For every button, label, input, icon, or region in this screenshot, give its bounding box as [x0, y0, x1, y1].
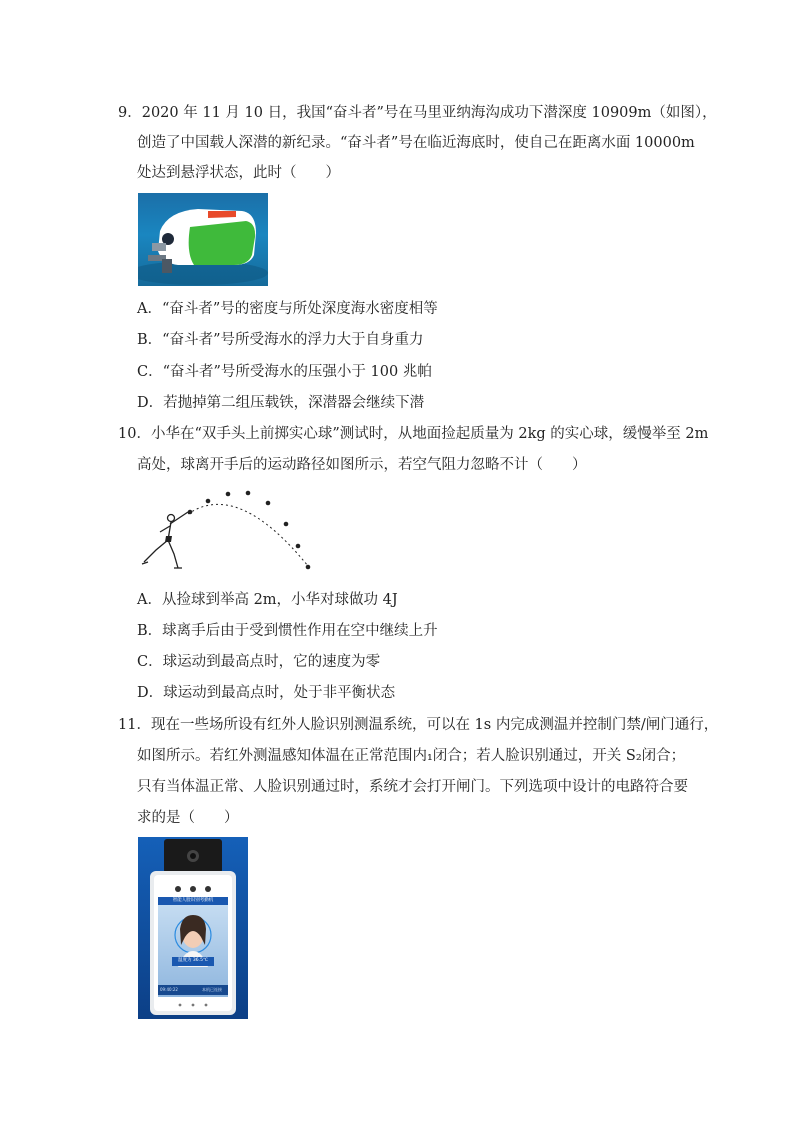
- device-status: 本机已连接: [202, 987, 222, 992]
- q9-line-1: 9．2020 年 11 月 10 日，我国“奋斗者”号在马里亚纳海沟成功下潜深度 10909m（如图），: [118, 105, 717, 121]
- q10-option-a: A．从捡球到举高 2m，小华对球做功 4J: [137, 592, 398, 608]
- q10-option-c: C．球运动到最高点时，它的速度为零: [137, 654, 381, 670]
- q11-line-1: 11．现在一些场所设有红外人脸识别测温系统，可以在 1s 内完成测温并控制门禁/闸门通行，: [118, 717, 719, 733]
- submarine-photo: [138, 193, 268, 286]
- q9-option-b: B．“奋斗者”号所受海水的浮力大于自身重力: [137, 332, 424, 348]
- q11-line-3: 只有当体温正常、人脸识别通过时，系统才会打开闸门。下列选项中设计的电路符合要: [137, 779, 688, 795]
- device-time: 09:40:22: [160, 987, 178, 992]
- q10-line-1: 10．小华在“双手头上前掷实心球”测试时，从地面捡起质量为 2kg 的实心球，缓慢举至 2m: [118, 426, 709, 442]
- device-temperature-label: 温度为 36.5℃: [177, 958, 208, 963]
- q10-option-b: B．球离手后由于受到惯性作用在空中继续上升: [137, 623, 438, 639]
- q9-line-2: 创造了中国载人深潜的新纪录。“奋斗者”号在临近海底时，使自己在距离水面 10000m: [137, 135, 695, 151]
- ball-trajectory-figure: [138, 488, 318, 573]
- q9-option-d: D．若抛掉第二组压载铁，深潜器会继续下潜: [137, 395, 425, 411]
- q11-line-4: 求的是（ ）: [137, 810, 239, 826]
- q9-line-3: 处达到悬浮状态，此时（ ）: [137, 165, 340, 181]
- face-recognition-device-photo: [138, 837, 248, 1019]
- q9-option-a: A．“奋斗者”号的密度与所处深度海水密度相等: [137, 301, 438, 317]
- q9-option-c: C．“奋斗者”号所受海水的压强小于 100 兆帕: [137, 364, 432, 380]
- q10-option-d: D．球运动到最高点时，处于非平衡状态: [137, 685, 396, 701]
- q10-line-2: 高处，球离开手后的运动路径如图所示，若空气阻力忽略不计（ ）: [137, 457, 587, 473]
- q11-line-2: 如图所示。若红外测温感知体温在正常范围内₁闭合；若人脸识别通过，开关 S₂闭合；: [137, 748, 686, 764]
- device-screen-header: 智能人脸识别考勤机: [172, 898, 214, 903]
